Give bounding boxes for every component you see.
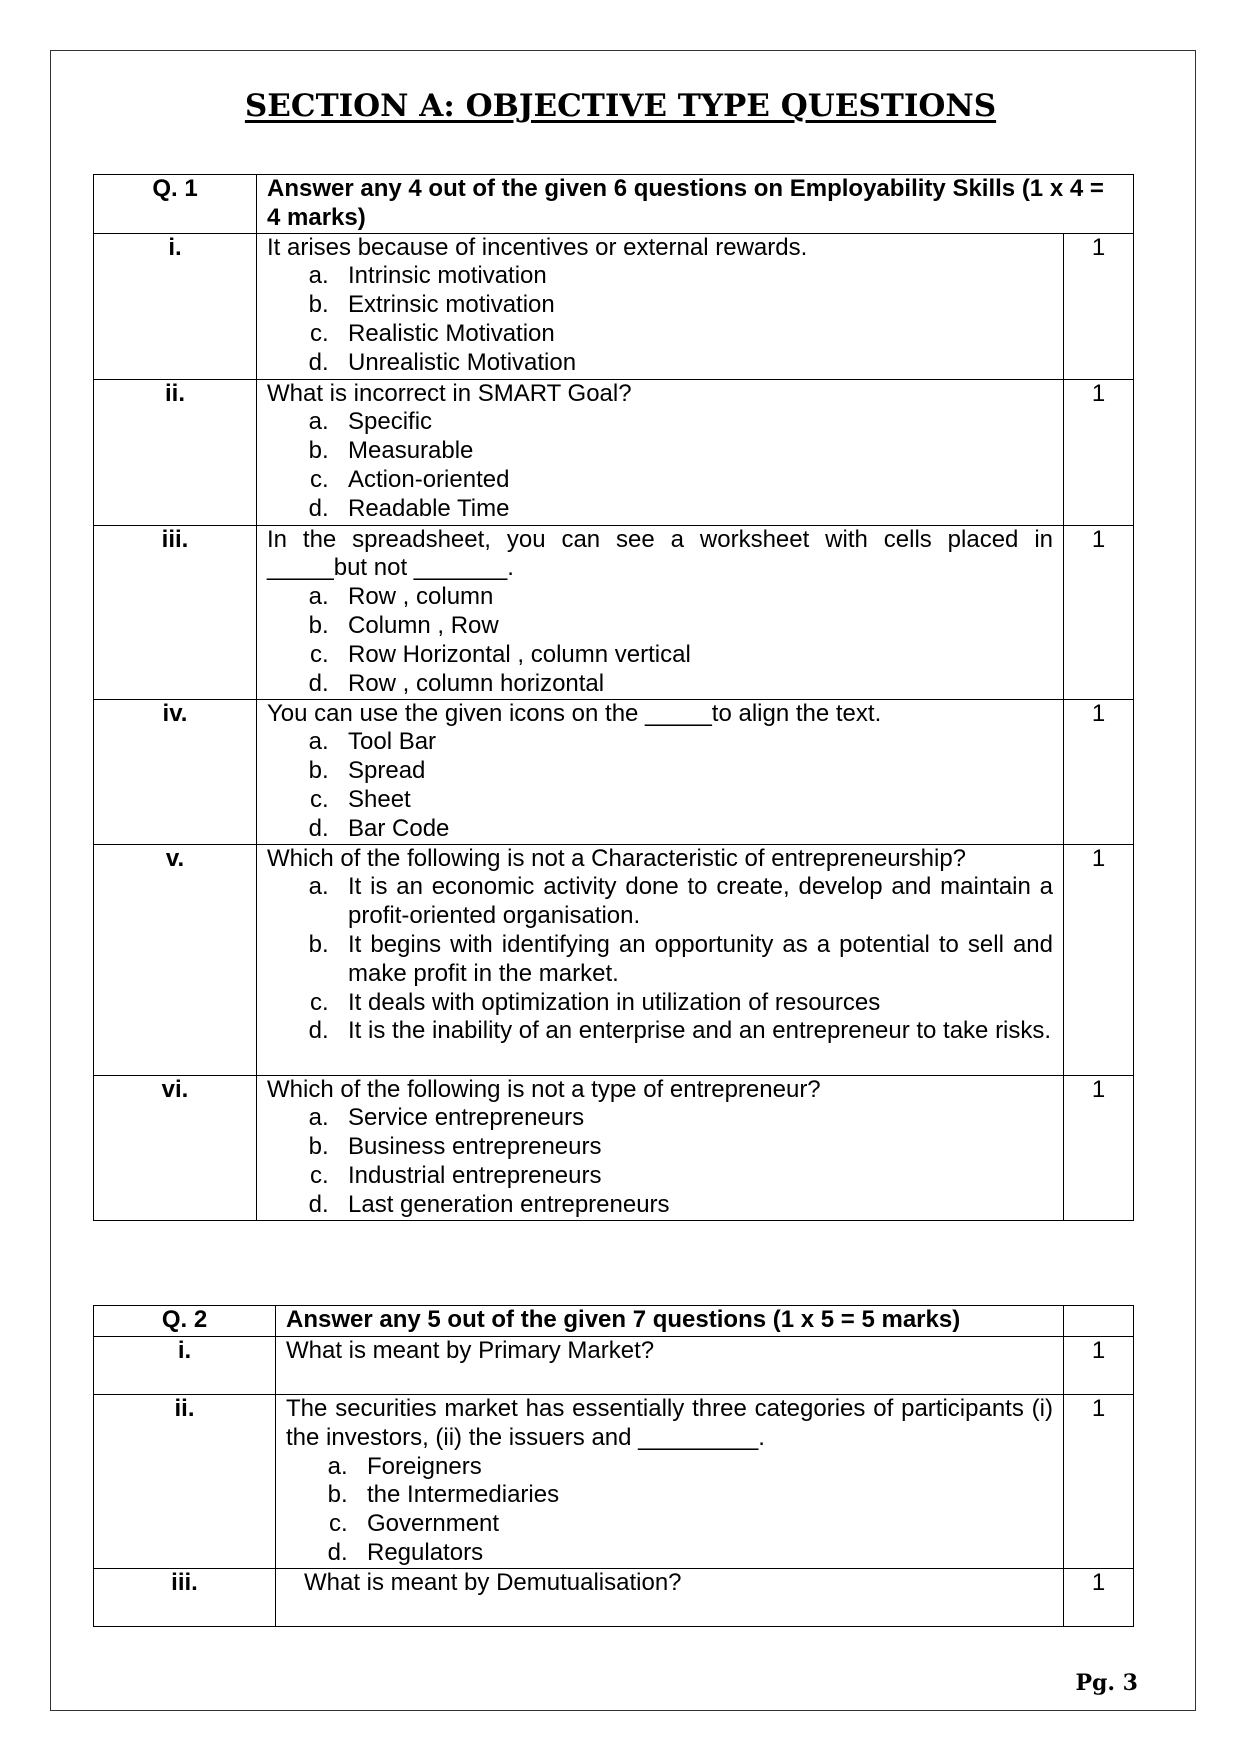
marks: 1	[1064, 1569, 1134, 1627]
options-list	[267, 408, 1053, 523]
question-body	[257, 379, 1064, 525]
option: c. Government	[361, 1510, 1053, 1539]
option: b. Measurable	[342, 437, 1053, 466]
question-body	[257, 1075, 1064, 1220]
option: b. the Intermediaries	[361, 1481, 1053, 1510]
options-list	[267, 583, 1053, 698]
question-row	[94, 525, 1134, 699]
question-number: iii.	[94, 1569, 276, 1627]
option: a. Tool Bar	[342, 728, 1053, 757]
question-text: The securities market has essentially three categories of participants (i) the investors, (ii) the issuers and _________.	[286, 1395, 1053, 1451]
question-row	[94, 233, 1134, 379]
option: d. It is the inability of an enterprise and an entrepreneur to take risks.	[342, 1017, 1053, 1046]
question-body	[257, 525, 1064, 699]
option: a. Foreigners	[361, 1453, 1053, 1482]
question-text: You can use the given icons on the _____to align the text.	[267, 699, 882, 727]
q2-header-row	[94, 1306, 1134, 1337]
question-body	[276, 1337, 1064, 1395]
question-text: Which of the following is not a type of entrepreneur?	[267, 1075, 821, 1103]
option: b. Extrinsic motivation	[342, 291, 1053, 320]
q1-table	[93, 174, 1134, 1221]
options-list	[267, 1104, 1053, 1219]
question-row	[94, 844, 1134, 1075]
option: b. Business entrepreneurs	[342, 1133, 1053, 1162]
option: c. Realistic Motivation	[342, 320, 1053, 349]
question-number: v.	[94, 844, 257, 1075]
options-list	[267, 262, 1053, 377]
question-number: ii.	[94, 1395, 276, 1569]
question-body	[257, 699, 1064, 844]
marks: 1	[1064, 233, 1134, 379]
question-number: i.	[94, 233, 257, 379]
option: a. Service entrepreneurs	[342, 1104, 1053, 1133]
option: c. Sheet	[342, 786, 1053, 815]
options-list	[267, 728, 1053, 843]
question-body	[257, 844, 1064, 1075]
option: a. It is an economic activity done to create, develop and maintain a profit-oriented organisation.	[342, 873, 1053, 931]
q1-instruction: Answer any 4 out of the given 6 questions on Employability Skills (1 x 4 = 4 marks)	[257, 175, 1134, 234]
option: c. It deals with optimization in utilization of resources	[342, 989, 1053, 1018]
question-text: What is meant by Demutualisation?	[304, 1569, 682, 1596]
question-number: iii.	[94, 525, 257, 699]
option: c. Row Horizontal , column vertical	[342, 641, 1053, 670]
section-title: SECTION A: OBJECTIVE TYPE QUESTIONS	[244, 88, 997, 124]
option: d. Row , column horizontal	[342, 670, 1053, 699]
question-number: ii.	[94, 379, 257, 525]
q2-table	[93, 1305, 1134, 1627]
question-body	[276, 1569, 1064, 1627]
q1-number: Q. 1	[94, 175, 257, 234]
question-text: It arises because of incentives or external rewards.	[267, 233, 808, 261]
question-number: vi.	[94, 1075, 257, 1220]
option: d. Last generation entrepreneurs	[342, 1191, 1053, 1220]
question-text: In the spreadsheet, you can see a worksheet with cells placed in _____but not _______.	[267, 525, 1053, 582]
marks-empty	[1064, 1306, 1134, 1337]
option: a. Row , column	[342, 583, 1053, 612]
option: a. Specific	[342, 408, 1053, 437]
option: b. Column , Row	[342, 612, 1053, 641]
question-row	[94, 379, 1134, 525]
question-body	[257, 233, 1064, 379]
q2-number: Q. 2	[94, 1306, 276, 1337]
option: a. Intrinsic motivation	[342, 262, 1053, 291]
question-row	[94, 699, 1134, 844]
option: c. Action-oriented	[342, 466, 1053, 495]
q1-header-row	[94, 175, 1134, 234]
options-list	[286, 1453, 1053, 1568]
q2-instruction: Answer any 5 out of the given 7 questions (1 x 5 = 5 marks)	[276, 1306, 1064, 1337]
options-list	[267, 873, 1053, 1046]
option: b. It begins with identifying an opportunity as a potential to sell and make profit in the market.	[342, 931, 1053, 989]
marks: 1	[1064, 379, 1134, 525]
option: b. Spread	[342, 757, 1053, 786]
option: d. Readable Time	[342, 495, 1053, 524]
option: d. Unrealistic Motivation	[342, 349, 1053, 378]
question-row	[94, 1569, 1134, 1627]
question-number: iv.	[94, 699, 257, 844]
marks: 1	[1064, 699, 1134, 844]
marks: 1	[1064, 1075, 1134, 1220]
question-text: What is meant by Primary Market?	[286, 1337, 655, 1364]
marks: 1	[1064, 525, 1134, 699]
question-body	[276, 1395, 1064, 1569]
question-text: What is incorrect in SMART Goal?	[267, 379, 632, 407]
option: d. Regulators	[361, 1539, 1053, 1568]
question-row	[94, 1337, 1134, 1395]
marks: 1	[1064, 844, 1134, 1075]
option: d. Bar Code	[342, 815, 1053, 844]
marks: 1	[1064, 1395, 1134, 1569]
marks: 1	[1064, 1337, 1134, 1395]
page-number: Pg. 3	[1075, 1670, 1138, 1696]
option: c. Industrial entrepreneurs	[342, 1162, 1053, 1191]
question-row	[94, 1395, 1134, 1569]
question-text: Which of the following is not a Characteristic of entrepreneurship?	[267, 844, 967, 872]
question-number: i.	[94, 1337, 276, 1395]
question-row	[94, 1075, 1134, 1220]
